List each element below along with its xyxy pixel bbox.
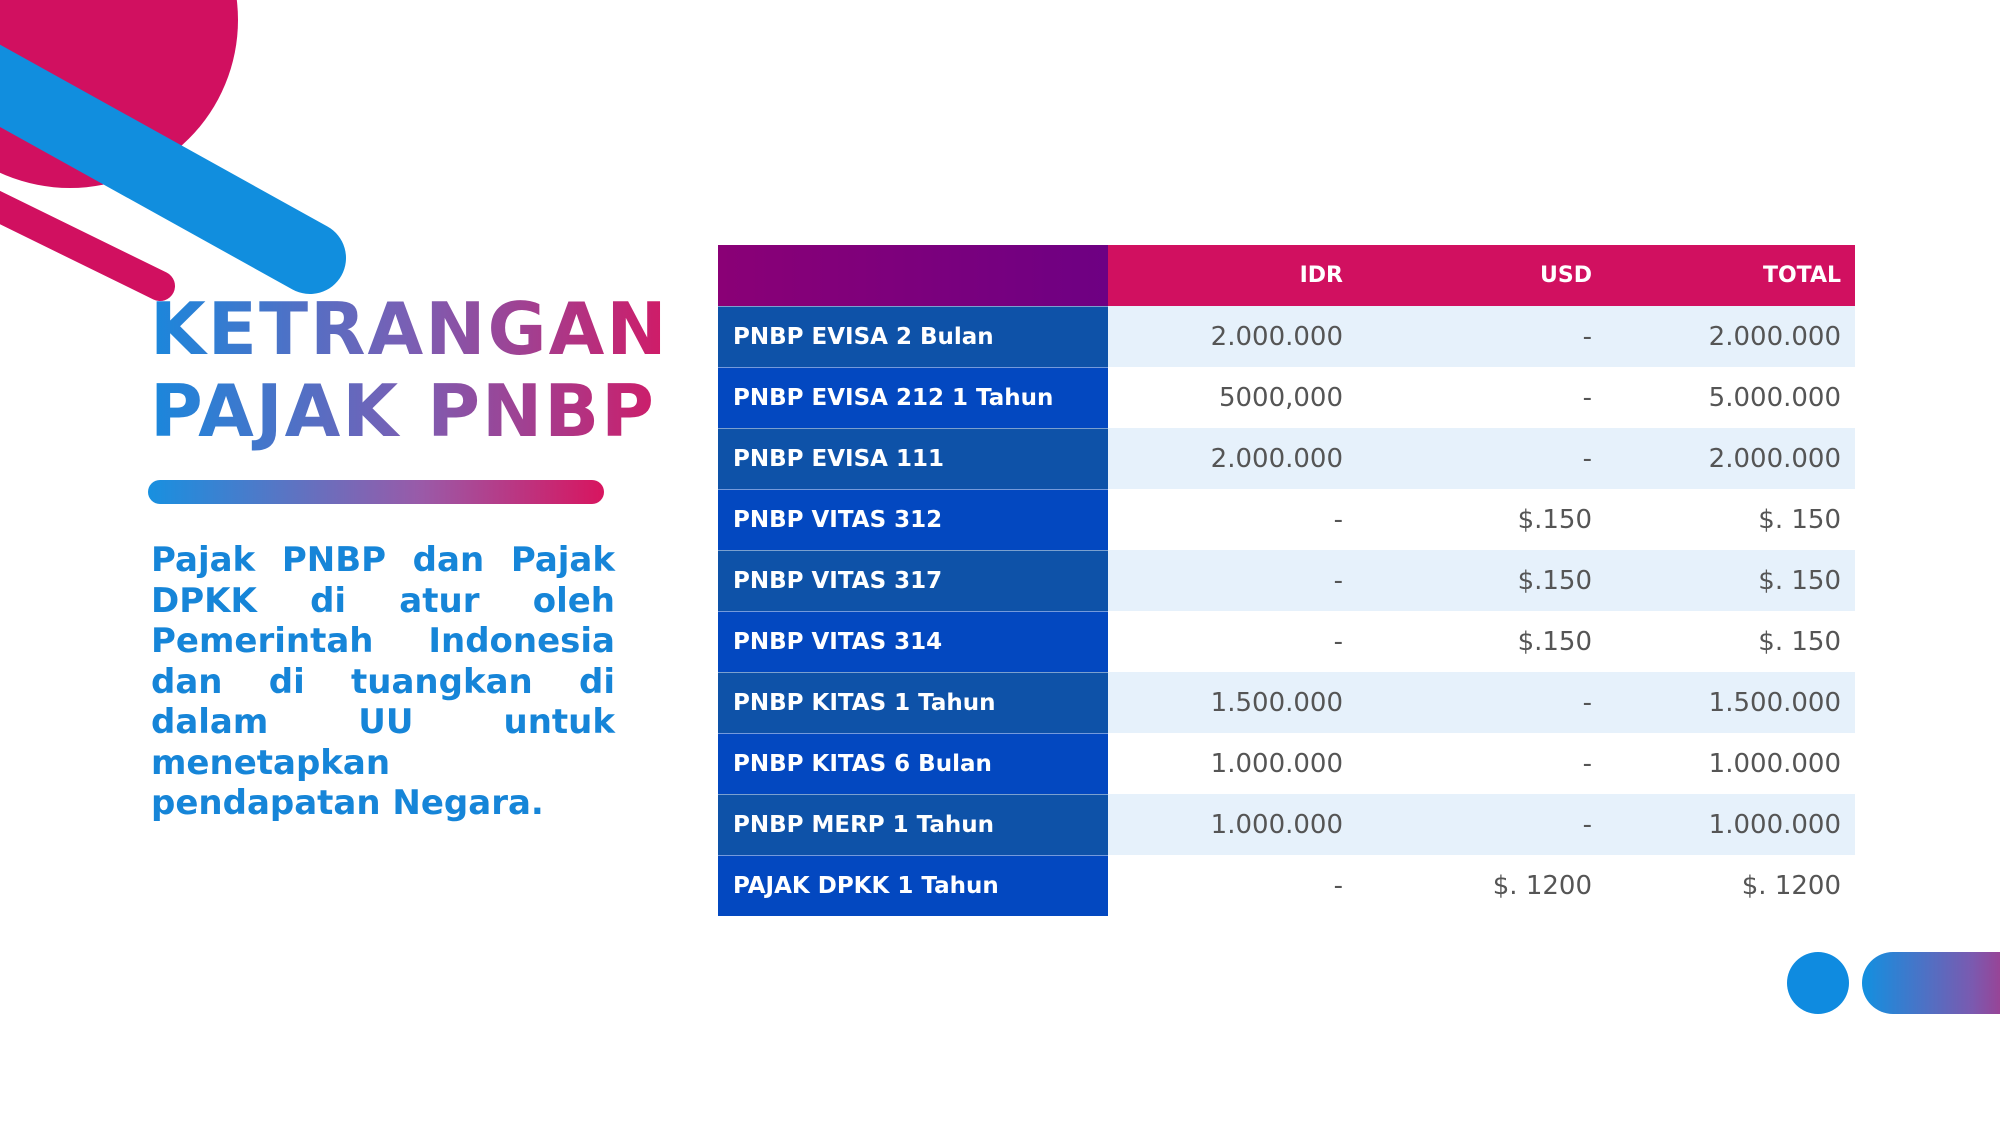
- cell-total: $. 150: [1606, 550, 1855, 611]
- table-row: [718, 428, 1855, 489]
- cell-total: $. 1200: [1606, 855, 1855, 916]
- pnbp-fee-table: [718, 245, 1855, 916]
- cell-total: $. 150: [1606, 611, 1855, 672]
- row-label: PNBP MERP 1 Tahun: [718, 794, 1108, 855]
- header-total: TOTAL: [1606, 245, 1855, 306]
- row-label: PNBP VITAS 312: [718, 489, 1108, 550]
- slide-title-line-2: PAJAK PNBP: [150, 369, 656, 453]
- header-idr: IDR: [1108, 245, 1357, 306]
- row-label: PNBP EVISA 2 Bulan: [718, 306, 1108, 367]
- cell-idr: -: [1108, 550, 1357, 611]
- row-label: PNBP VITAS 317: [718, 550, 1108, 611]
- cell-usd: -: [1357, 428, 1606, 489]
- cell-idr: -: [1108, 855, 1357, 916]
- cell-total: 1.500.000: [1606, 672, 1855, 733]
- table-row: [718, 672, 1855, 733]
- cell-idr: 5000,000: [1108, 367, 1357, 428]
- top-left-decoration: [0, 0, 360, 320]
- cell-idr: -: [1108, 489, 1357, 550]
- table-row: [718, 794, 1855, 855]
- row-label: PNBP EVISA 111: [718, 428, 1108, 489]
- cell-total: 1.000.000: [1606, 733, 1855, 794]
- cell-idr: 1.500.000: [1108, 672, 1357, 733]
- table-row: [718, 367, 1855, 428]
- cell-usd: -: [1357, 672, 1606, 733]
- slide-title: [150, 288, 669, 452]
- row-label: PAJAK DPKK 1 Tahun: [718, 855, 1108, 916]
- title-underline-bar: [148, 480, 604, 504]
- pink-stripe-shape: [0, 188, 160, 286]
- cell-usd: -: [1357, 733, 1606, 794]
- table-row: [718, 306, 1855, 367]
- cell-usd: $. 1200: [1357, 855, 1606, 916]
- table-header-row: [718, 245, 1855, 306]
- cell-idr: -: [1108, 611, 1357, 672]
- cell-usd: -: [1357, 367, 1606, 428]
- cell-usd: -: [1357, 306, 1606, 367]
- header-usd: USD: [1357, 245, 1606, 306]
- cell-total: 5.000.000: [1606, 367, 1855, 428]
- cell-total: $. 150: [1606, 489, 1855, 550]
- blue-dot-shape: [1787, 952, 1849, 1014]
- row-label: PNBP VITAS 314: [718, 611, 1108, 672]
- cell-idr: 2.000.000: [1108, 306, 1357, 367]
- cell-idr: 2.000.000: [1108, 428, 1357, 489]
- cell-total: 1.000.000: [1606, 794, 1855, 855]
- cell-idr: 1.000.000: [1108, 733, 1357, 794]
- header-corner-cell: [718, 245, 1108, 306]
- table-row: [718, 733, 1855, 794]
- slide-title-line-1: KETRANGAN: [150, 287, 669, 371]
- row-label: PNBP KITAS 6 Bulan: [718, 733, 1108, 794]
- cell-usd: $.150: [1357, 611, 1606, 672]
- cell-total: 2.000.000: [1606, 306, 1855, 367]
- row-label: PNBP KITAS 1 Tahun: [718, 672, 1108, 733]
- slide-description: Pajak PNBP dan Pajak DPKK di atur oleh Pemerintah Indonesia dan di tuangkan di dalam UU untuk menetapkan pendapatan Negara.: [151, 540, 615, 823]
- cell-total: 2.000.000: [1606, 428, 1855, 489]
- gradient-pill-shape: [1862, 952, 2000, 1014]
- cell-idr: 1.000.000: [1108, 794, 1357, 855]
- cell-usd: $.150: [1357, 489, 1606, 550]
- table-row: [718, 855, 1855, 916]
- cell-usd: -: [1357, 794, 1606, 855]
- row-label: PNBP EVISA 212 1 Tahun: [718, 367, 1108, 428]
- table-row: [718, 489, 1855, 550]
- table-row: [718, 550, 1855, 611]
- table-row: [718, 611, 1855, 672]
- cell-usd: $.150: [1357, 550, 1606, 611]
- bottom-right-decoration: [1780, 950, 2000, 1020]
